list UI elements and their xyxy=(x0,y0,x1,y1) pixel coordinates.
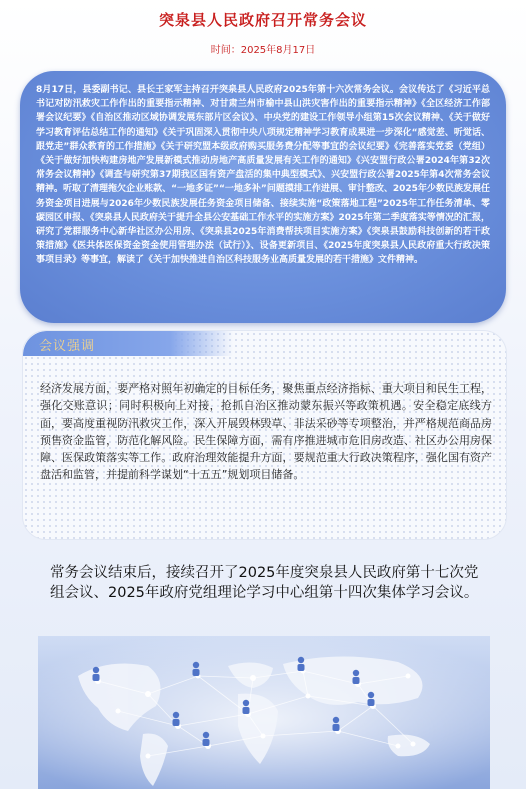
meeting-summary-card xyxy=(20,71,506,323)
closing-paragraph: 常务会议结束后，接续召开了2025年度突泉县人民政府第十七次党组会议、2025年政府党组理论学习中心组第十四次集体学习会议。 xyxy=(50,565,479,601)
section-header-label: 会议强调 xyxy=(39,339,96,354)
meeting-summary-text: 8月17日，县委副书记、县长王家军主持召开突泉县人民政府2025年第十六次常务会议。会议传达了《习近平总书记对防汛救灾工作作出的重要指示精神、对甘肃兰州市榆中县山洪灾害作出的重要指示精神》《全区经济工作部署会议纪要》《自治区推动区域协调发展东部片区会议》、中央党的建设工作领导小组第15次会议精神、《关于做好学习教育评估总结工作的通知》《关于巩固深入贯彻中央八项规定精神学习教育成果进一步深化“感觉差、听觉话、跟党走”群众教育的工作措施》《关于研究盟本级政府购买服务费分配等事宜的会议纪要》《完善落实党委（党组）《关于做好加快构建房地产发展新模式推动房地产高质量发展有关工作的通知》《兴安盟行政公署2024年第32次常务会议精神》《调查与研究第37期我区国有资产盘活的集中典型模式》、兴安盟行政公署2025年第4次常务会议精神。听取了清理拖欠企业账款、“一地多证”“一地多补”问题摸排工作进展、审计整改、2025年少数民族发展任务资金项目进展与2026年少数民族发展任务资金项目储备、接续实施“政策落地工程”2025年工作任务清单、零碳园区申报、《突泉县人民政府关于提升全县公安基础工作水平的实施方案》2025年第二季度落实等情况的汇报，研究了党群服务中心新华社区办公用房、《突泉县2025年消费帮扶项目实施方案》《突泉县鼓励科技创新的若干政策措施》《医共体医保资金资金使用管理办法（试行）》、设备更新项目、《2025年度突泉县人民政府重大行政决策事项目录》等事宜，解读了《关于加快推进自治区科技服务业高质量发展的若干措施》文件精神。 xyxy=(36,85,490,266)
world-map-graphic xyxy=(38,636,490,789)
world-network-image xyxy=(38,636,490,789)
section-header-bar xyxy=(23,331,233,356)
meeting-time: 时间：2025年8月17日 xyxy=(210,45,316,56)
page-title: 突泉县人民政府召开常务会议 xyxy=(158,11,367,29)
emphasis-body-text: 经济发展方面，要严格对照年初确定的目标任务，聚焦重点经济指标、重大项目和民生工程，强化交账意识；同时积极向上对接，抢抓自治区推动蒙东振兴等政策机遇。安全稳定底线方面，要高度重视防汛救灾工作，深入开展毁林毁草、非法采砂等专项整治，并严格规范商品房预售资金监管，防范化解风险。民生保障方面，需有序推进城市危旧房改造、社区办公用房保障、医保政策落实等工作。政府治理效能提升方面，要规范重大行政决策程序，强化国有资产盘活和监管，并提前科学谋划“十五五”规划项目储备。 xyxy=(40,382,492,482)
meeting-emphasis-card xyxy=(22,330,507,540)
